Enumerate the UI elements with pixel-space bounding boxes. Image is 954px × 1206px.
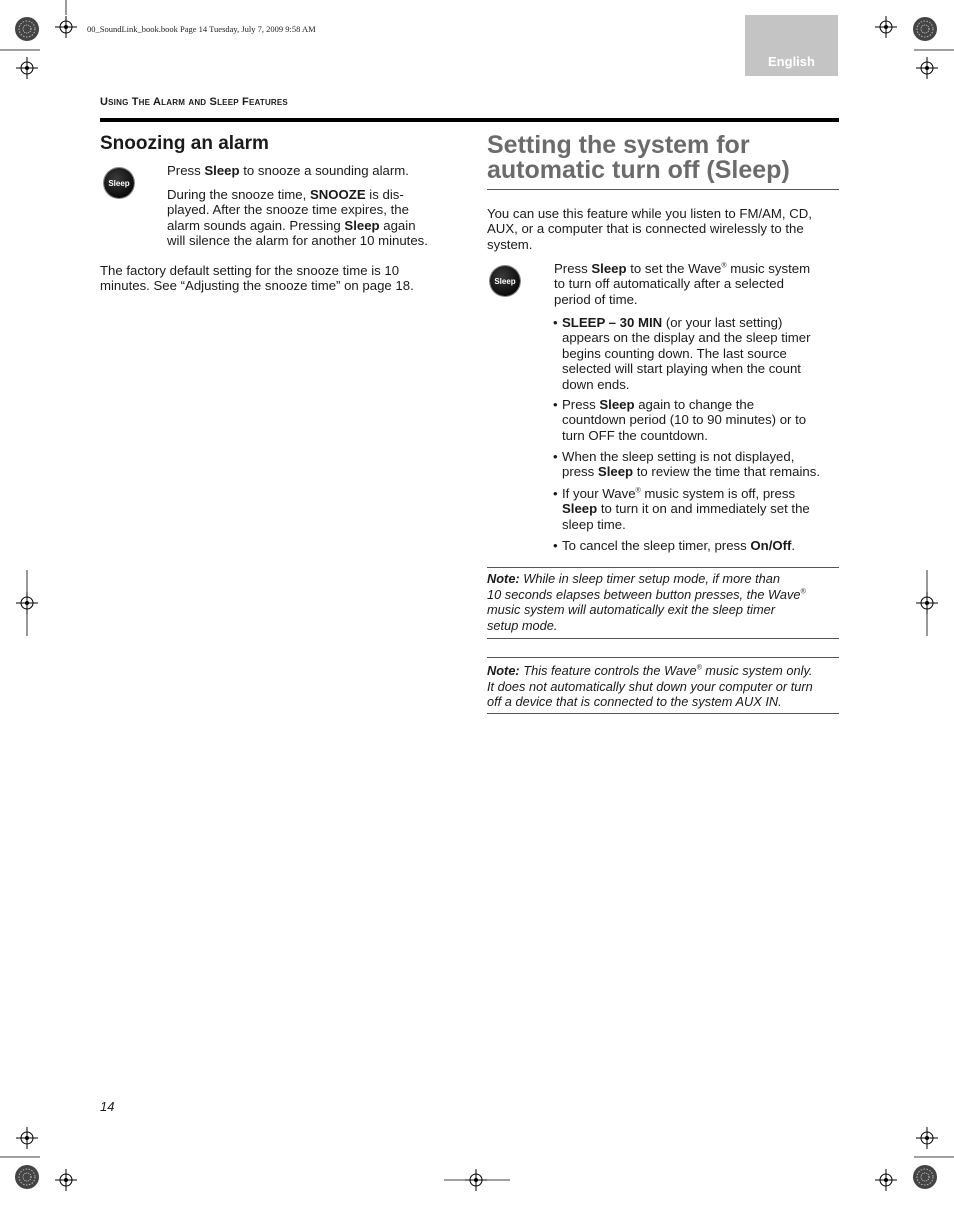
sleep-button-icon: Sleep xyxy=(490,266,520,296)
note-setup-timeout: Note: While in sleep timer setup mode, if more than 10 seconds elapses between button presses, the Wave® music system will automatically exit the sleep timer setup mode. xyxy=(487,571,806,633)
note2-rule-bottom xyxy=(487,713,839,714)
note1-rule-top xyxy=(487,567,839,568)
note2-rule-top xyxy=(487,657,839,658)
crop-info-text: 00_SoundLink_book.book Page 14 Tuesday, July 7, 2009 9:58 AM xyxy=(87,24,316,34)
header-rule xyxy=(100,118,839,122)
snooze-step-1: Press Sleep to snooze a sounding alarm. xyxy=(167,163,409,178)
page-number: 14 xyxy=(100,1099,115,1114)
language-tab: English xyxy=(745,15,838,76)
snoozing-title: Snoozing an alarm xyxy=(100,133,269,154)
snooze-step-2: During the snooze time, SNOOZE is dis- played. After the snooze time expires, the alarm sounds again. Pressing Sleep again will silence the alarm for another 10 minutes. xyxy=(167,187,428,249)
note1-rule-bottom xyxy=(487,638,839,639)
snooze-default-paragraph: The factory default setting for the snooze time is 10 minutes. See “Adjusting the snooze time” on page 18. xyxy=(100,263,414,294)
sleep-title: Setting the system for automatic turn off (Sleep) xyxy=(487,131,790,184)
sleep-intro: You can use this feature while you listen to FM/AM, CD, AUX, or a computer that is connected wirelessly to the system. xyxy=(487,206,812,252)
section-header: Using The Alarm and Sleep Features xyxy=(100,96,288,108)
note-wave-only: Note: This feature controls the Wave® music system only. It does not automatically shut down your computer or turn off a device that is connected to the system AUX IN. xyxy=(487,663,813,710)
sleep-step: Press Sleep to set the Wave® music system to turn off automatically after a selected period of time. xyxy=(554,261,811,307)
sleep-button-icon: Sleep xyxy=(104,168,134,198)
title-rule xyxy=(487,189,839,190)
